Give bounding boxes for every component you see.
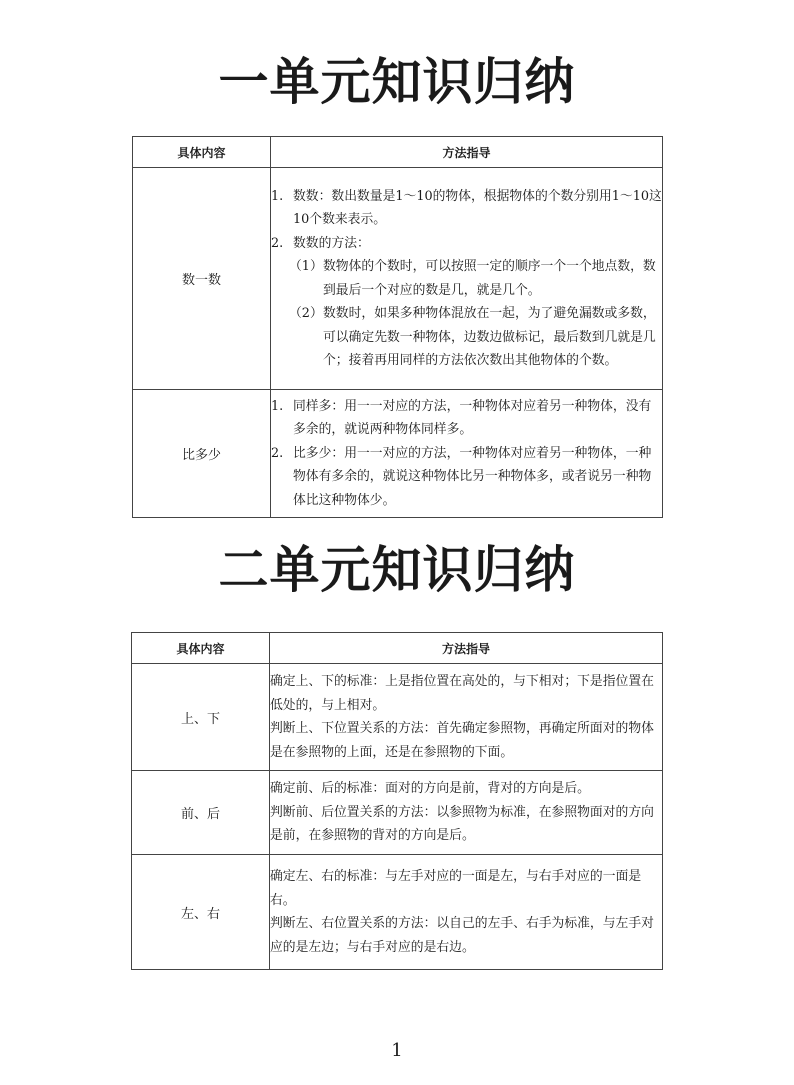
row-topic: 左、右 [132,855,270,970]
row-method [270,771,663,855]
item-number: 1. [271,398,284,414]
item-text: 数数的方法： [293,235,370,251]
unit1-table [132,136,663,518]
sub-item-text: 数物体的个数时，可以按照一定的顺序一个一个地点数，数到最后一个对应的数是几，就是几个。 [323,259,656,298]
column-header-method: 方法指导 [270,633,663,664]
unit1-title: 一单元知识归纳 [218,53,576,111]
list-item [271,185,662,232]
method-paragraph: 判断前、后位置关系的方法：以参照物为标准，在参照物面对的方向是前，在参照物的背对的方向是后。 [270,804,654,844]
column-header-method: 方法指导 [271,137,663,168]
item-number: 2. [271,445,284,461]
method-paragraph: 判断上、下位置关系的方法：首先确定参照物，再确定所面对的物体是在参照物的上面，还是在参照物的下面。 [270,721,654,760]
row-topic: 上、下 [132,664,270,771]
item-number: 2. [271,235,284,251]
row-method [270,855,663,970]
table-row [133,168,663,390]
sub-item-number: （1） [289,259,323,274]
unit2-title: 二单元知识归纳 [218,541,576,599]
row-topic: 前、后 [132,771,270,855]
item-text: 同样多：用一一对应的方法，一种物体对应着另一种物体，没有多余的，就说两种物体同样多。 [293,398,652,438]
sub-list-item [271,255,662,302]
sub-item-text: 数数时，如果多种物体混放在一起，为了避免漏数或多数，可以确定先数一种物体，边数边做标记，最后数到几就是几个；接着再用同样的方法依次数出其他物体的个数。 [323,306,656,368]
table-row [133,390,663,518]
column-header-topic: 具体内容 [133,137,271,168]
method-paragraph: 判断左、右位置关系的方法：以自己的左手、右手为标准，与左手对应的是左边；与右手对应的是右边。 [270,916,654,955]
table-header-row [133,137,663,168]
method-paragraph: 确定左、右的标准：与左手对应的一面是左，与右手对应的一面是右。 [270,869,642,908]
page-number: 1 [391,1040,403,1061]
row-topic: 数一数 [133,168,271,390]
row-method [271,168,663,390]
method-paragraph: 确定前、后的标准：面对的方向是前，背对的方向是后。 [270,781,590,797]
table-row [132,664,663,771]
method-paragraph: 确定上、下的标准：上是指位置在高处的，与下相对；下是指位置在低处的，与上相对。 [270,674,654,713]
list-item [271,232,662,256]
list-item [271,442,662,513]
item-text: 比多少：用一一对应的方法，一种物体对应着另一种物体，一种物体有多余的，就说这种物体比另一种物体多，或者说另一种物体比这种物体少。 [293,445,652,508]
sub-item-number: （2） [289,306,323,321]
table-row [132,855,663,970]
row-method [271,390,663,518]
column-header-topic: 具体内容 [132,633,270,664]
row-method [270,664,663,771]
item-number: 1. [271,188,284,204]
row-topic: 比多少 [133,390,271,518]
sub-list-item [271,302,662,373]
table-row [132,771,663,855]
list-item [271,395,662,442]
unit2-table [131,632,663,970]
item-text: 数数：数出数量是1～10的物体，根据物体的个数分别用1～10这10个数来表示。 [293,188,662,227]
table-header-row [132,633,663,664]
